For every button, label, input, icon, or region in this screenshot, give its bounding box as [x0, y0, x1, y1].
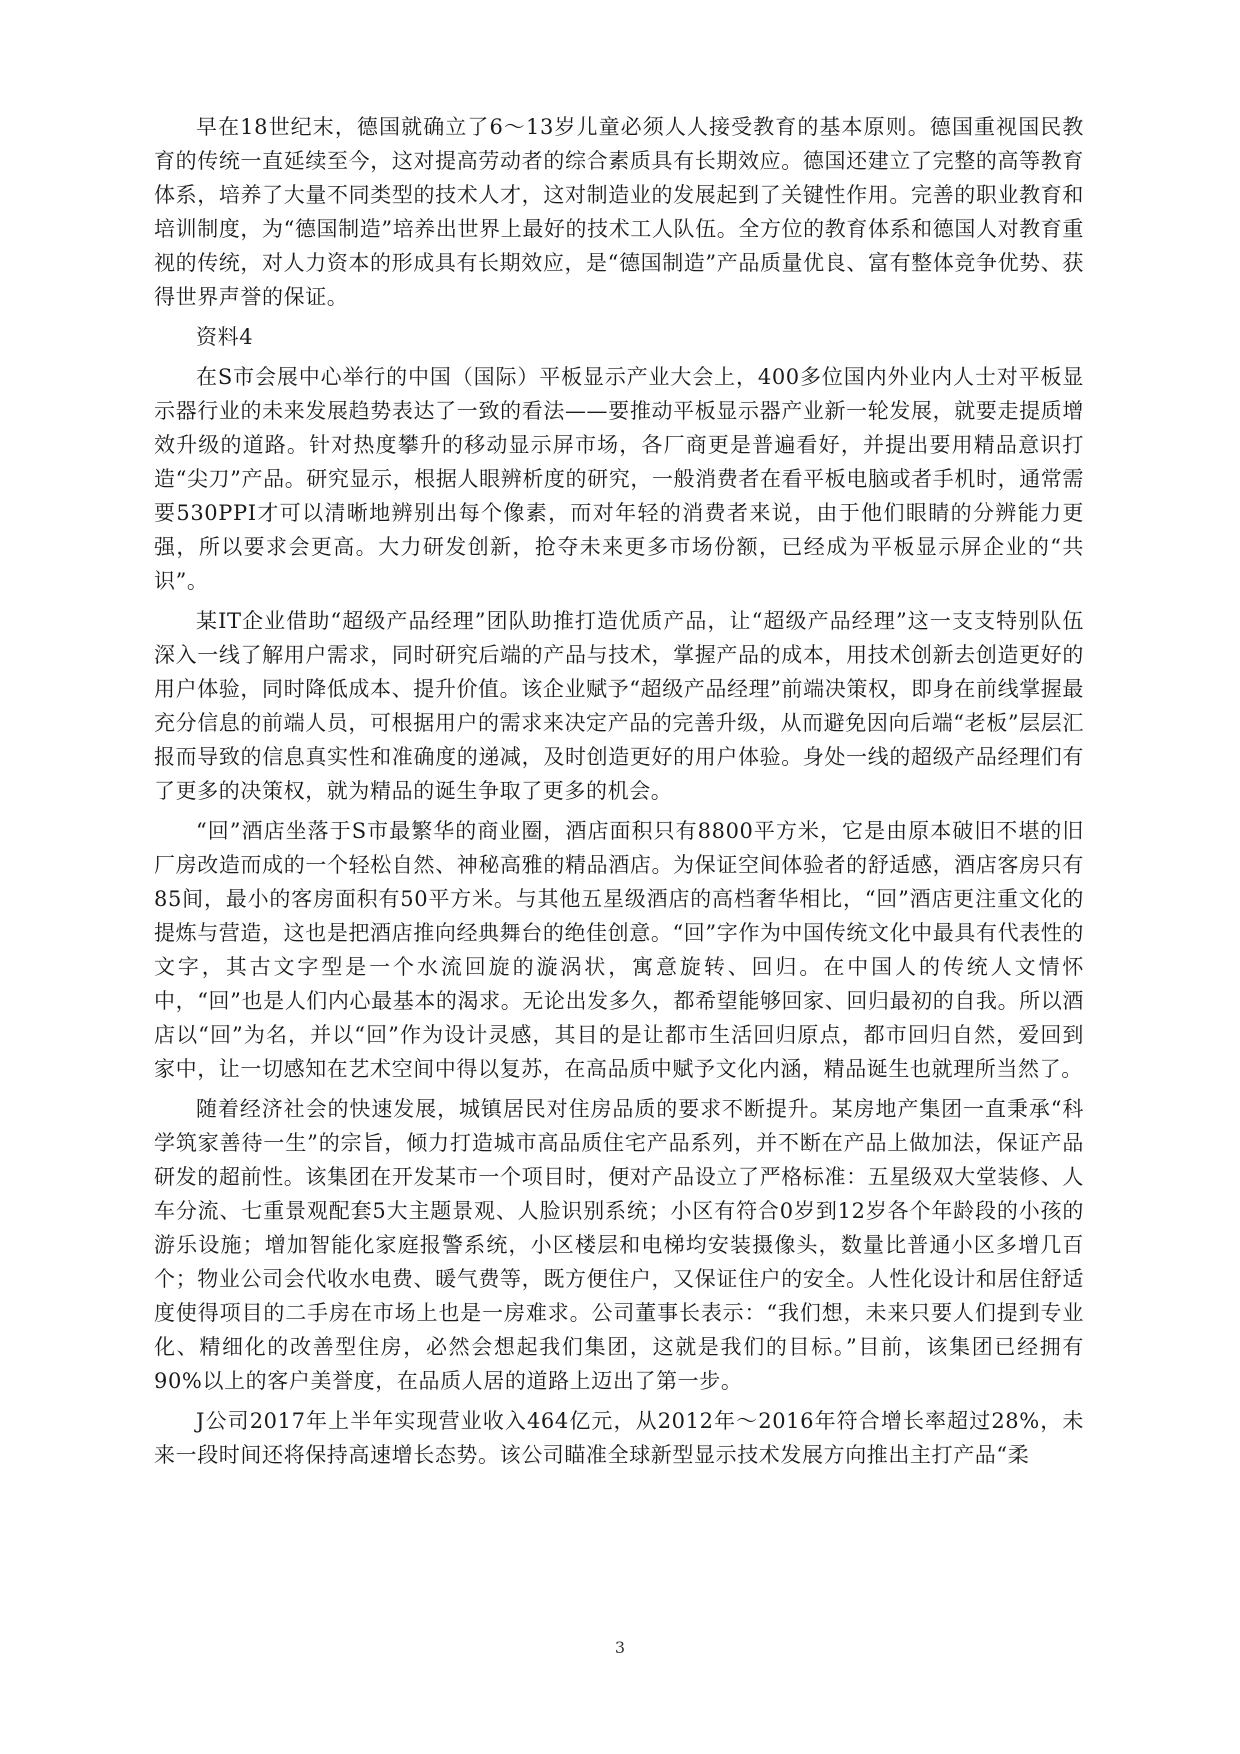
- page-number: 3: [614, 1638, 626, 1657]
- paragraph-it-product-manager: 某IT企业借助“超级产品经理”团队助推打造优质产品，让“超级产品经理”这一支支特别队伍深入一线了解用户需求，同时研究后端的产品与技术，掌握产品的成本，用技术创新去创造更好的用户体验，同时降低成本、提升价值。该企业赋予“超级产品经理”前端决策权，即身在前线掌握最充分信息的前端人员，可根据用户的需求来决定产品的完善升级，从而避免因向后端“老板”层层汇报而导致的信息真实性和准确度的递减，及时创造更好的用户体验。身处一线的超级产品经理们有了更多的决策权，就为精品的诞生争取了更多的机会。: [154, 609, 1084, 803]
- paragraph-flat-panel-conference: 在S市会展中心举行的中国（国际）平板显示产业大会上，400多位国内外业内人士对平板显示器行业的未来发展趋势表达了一致的看法——要推动平板显示器产业新一轮发展，就要走提质增效升级的道路。针对热度攀升的移动显示屏市场，各厂商更是普遍看好，并提出要用精品意识打造“尖刀”产品。研究显示，根据人眼辨析度的研究，一般消费者在看平板电脑或者手机时，通常需要530PPI才可以清晰地辨别出每个像素，而对年轻的消费者来说，由于他们眼睛的分辨能力更强，所以要求会更高。大力研发创新，抢夺未来更多市场份额，已经成为平板显示屏企业的“共识”。: [154, 365, 1084, 593]
- document-page: [154, 110, 1084, 1473]
- paragraph-hui-hotel: “回”酒店坐落于S市最繁华的商业圈，酒店面积只有8800平方米，它是由原本破旧不堪的旧厂房改造而成的一个轻松自然、神秘高雅的精品酒店。为保证空间体验者的舒适感，酒店客房只有85间，最小的客房面积有50平方米。与其他五星级酒店的高档奢华相比，“回”酒店更注重文化的提炼与营造，这也是把酒店推向经典舞台的绝佳创意。“回”字作为中国传统文化中最具有代表性的文字，其古文字型是一个水流回旋的漩涡状，寓意旋转、回归。在中国人的传统人文情怀中，“回”也是人们内心最基本的渴求。无论出发多久，都希望能够回家、回归最初的自我。所以酒店以“回”为名，并以“回”作为设计灵感，其目的是让都市生活回归原点，都市回归自然，爱回到家中，让一切感知在艺术空间中得以复苏，在高品质中赋予文化内涵，精品诞生也就理所当然了。: [154, 819, 1084, 1081]
- paragraph-j-company: J公司2017年上半年实现营业收入464亿元，从2012年～2016年符合增长率超过28%，未来一段时间还将保持高速增长态势。该公司瞄准全球新型显示技术发展方向推出主打产品“柔: [154, 1409, 1084, 1467]
- section-label-material-4: 资料4: [196, 325, 254, 349]
- paragraph-real-estate-group: 随着经济社会的快速发展，城镇居民对住房品质的要求不断提升。某房地产集团一直秉承“科学筑家善待一生”的宗旨，倾力打造城市高品质住宅产品系列，并不断在产品上做加法，保证产品研发的超前性。该集团在开发某市一个项目时，便对产品设立了严格标准：五星级双大堂装修、人车分流、七重景观配套5大主题景观、人脸识别系统；小区有符合0岁到12岁各个年龄段的小孩的游乐设施；增加智能化家庭报警系统，小区楼层和电梯均安装摄像头，数量比普通小区多增几百个；物业公司会代收水电费、暖气费等，既方便住户，又保证住户的安全。人性化设计和居住舒适度使得项目的二手房在市场上也是一房难求。公司董事长表示：“我们想，未来只要人们提到专业化、精细化的改善型住房，必然会想起我们集团，这就是我们的目标。”目前，该集团已经拥有90%以上的客户美誉度，在品质人居的道路上迈出了第一步。: [154, 1097, 1084, 1393]
- paragraph-germany-education: 早在18世纪末，德国就确立了6～13岁儿童必须人人接受教育的基本原则。德国重视国民教育的传统一直延续至今，这对提高劳动者的综合素质具有长期效应。德国还建立了完整的高等教育体系，培养了大量不同类型的技术人才，这对制造业的发展起到了关键性作用。完善的职业教育和培训制度，为“德国制造”培养出世界上最好的技术工人队伍。全方位的教育体系和德国人对教育重视的传统，对人力资本的形成具有长期效应，是“德国制造”产品质量优良、富有整体竞争优势、获得世界声誉的保证。: [154, 115, 1084, 309]
